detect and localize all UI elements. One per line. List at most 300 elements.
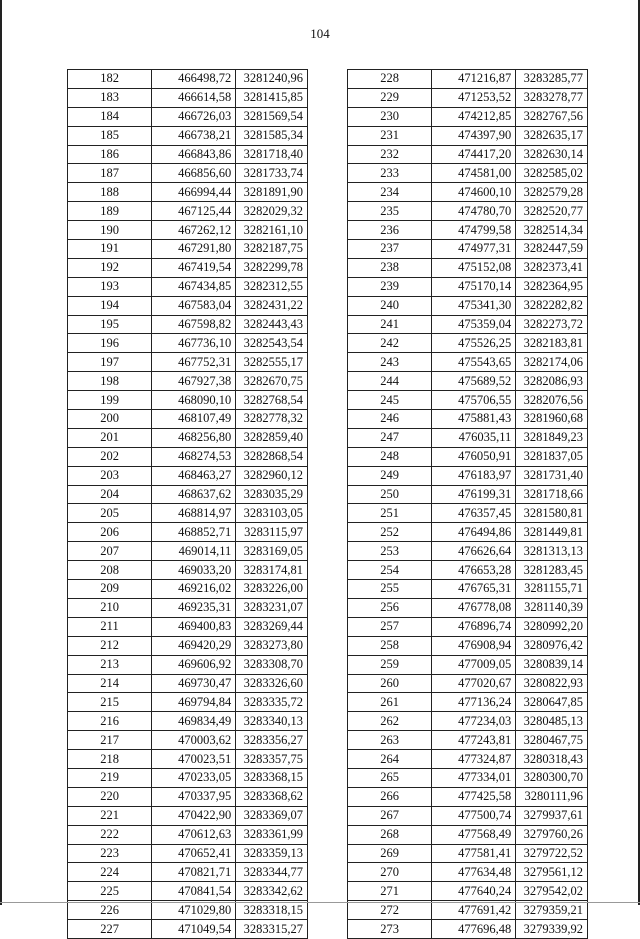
table-row — [348, 240, 588, 259]
point-number-cell: 206 — [68, 523, 152, 542]
point-number-cell: 234 — [348, 183, 432, 202]
table-row — [348, 580, 588, 599]
table-row — [68, 844, 308, 863]
x-coordinate-cell: 475689,52 — [432, 372, 516, 391]
y-coordinate-cell: 3281891,90 — [236, 183, 308, 202]
point-number-cell: 245 — [348, 391, 432, 410]
table-row — [348, 504, 588, 523]
point-number-cell: 254 — [348, 561, 432, 580]
page-border-left — [0, 0, 2, 905]
point-number-cell: 243 — [348, 353, 432, 372]
x-coordinate-cell: 477009,05 — [432, 655, 516, 674]
table-row — [348, 542, 588, 561]
x-coordinate-cell: 470233,05 — [152, 768, 236, 787]
table-row — [348, 126, 588, 145]
point-number-cell: 221 — [68, 806, 152, 825]
table-row — [348, 221, 588, 240]
table-row — [348, 334, 588, 353]
y-coordinate-cell: 3282187,75 — [236, 240, 308, 259]
table-row — [68, 296, 308, 315]
point-number-cell: 257 — [348, 617, 432, 636]
x-coordinate-cell: 469235,31 — [152, 598, 236, 617]
y-coordinate-cell: 3283357,75 — [236, 750, 308, 769]
x-coordinate-cell: 467598,82 — [152, 315, 236, 334]
y-coordinate-cell: 3283035,29 — [236, 485, 308, 504]
table-row — [68, 164, 308, 183]
y-coordinate-cell: 3281415,85 — [236, 88, 308, 107]
table-row — [348, 768, 588, 787]
x-coordinate-cell: 474581,00 — [432, 164, 516, 183]
table-row — [68, 485, 308, 504]
y-coordinate-cell: 3282778,32 — [236, 410, 308, 429]
table-row — [68, 655, 308, 674]
point-number-cell: 200 — [68, 410, 152, 429]
point-number-cell: 264 — [348, 750, 432, 769]
point-number-cell: 247 — [348, 428, 432, 447]
y-coordinate-cell: 3282431,22 — [236, 296, 308, 315]
x-coordinate-cell: 471029,80 — [152, 901, 236, 920]
y-coordinate-cell: 3283356,27 — [236, 731, 308, 750]
page-number: 104 — [310, 26, 330, 41]
point-number-cell: 233 — [348, 164, 432, 183]
table-row — [68, 183, 308, 202]
table-row — [348, 712, 588, 731]
x-coordinate-cell: 477136,24 — [432, 693, 516, 712]
y-coordinate-cell: 3282076,56 — [516, 391, 588, 410]
table-row — [348, 447, 588, 466]
x-coordinate-cell: 469014,11 — [152, 542, 236, 561]
y-coordinate-cell: 3281155,71 — [516, 580, 588, 599]
table-row — [348, 523, 588, 542]
point-number-cell: 263 — [348, 731, 432, 750]
point-number-cell: 210 — [68, 598, 152, 617]
point-number-cell: 191 — [68, 240, 152, 259]
point-number-cell: 188 — [68, 183, 152, 202]
y-coordinate-cell: 3283340,13 — [236, 712, 308, 731]
x-coordinate-cell: 475170,14 — [432, 277, 516, 296]
table-row — [348, 466, 588, 485]
x-coordinate-cell: 477243,81 — [432, 731, 516, 750]
table-row — [348, 863, 588, 882]
table-row — [348, 183, 588, 202]
x-coordinate-cell: 474799,58 — [432, 221, 516, 240]
coordinates-table-left-body — [68, 70, 308, 939]
table-row — [68, 674, 308, 693]
point-number-cell: 246 — [348, 410, 432, 429]
y-coordinate-cell: 3281449,81 — [516, 523, 588, 542]
point-number-cell: 252 — [348, 523, 432, 542]
x-coordinate-cell: 470841,54 — [152, 882, 236, 901]
x-coordinate-cell: 466856,60 — [152, 164, 236, 183]
y-coordinate-cell: 3282520,77 — [516, 202, 588, 221]
x-coordinate-cell: 475359,04 — [432, 315, 516, 334]
point-number-cell: 186 — [68, 145, 152, 164]
point-number-cell: 222 — [68, 825, 152, 844]
point-number-cell: 273 — [348, 920, 432, 939]
point-number-cell: 228 — [348, 70, 432, 89]
x-coordinate-cell: 467736,10 — [152, 334, 236, 353]
table-row — [68, 825, 308, 844]
y-coordinate-cell: 3282299,78 — [236, 258, 308, 277]
table-row — [348, 372, 588, 391]
x-coordinate-cell: 474600,10 — [432, 183, 516, 202]
table-row — [68, 221, 308, 240]
y-coordinate-cell: 3282443,43 — [236, 315, 308, 334]
table-row — [68, 542, 308, 561]
y-coordinate-cell: 3281718,40 — [236, 145, 308, 164]
table-row — [348, 107, 588, 126]
y-coordinate-cell: 3281960,68 — [516, 410, 588, 429]
point-number-cell: 236 — [348, 221, 432, 240]
x-coordinate-cell: 476050,91 — [432, 447, 516, 466]
table-row — [68, 901, 308, 920]
x-coordinate-cell: 471253,52 — [432, 88, 516, 107]
point-number-cell: 261 — [348, 693, 432, 712]
x-coordinate-cell: 466498,72 — [152, 70, 236, 89]
point-number-cell: 195 — [68, 315, 152, 334]
y-coordinate-cell: 3281849,23 — [516, 428, 588, 447]
point-number-cell: 239 — [348, 277, 432, 296]
x-coordinate-cell: 469033,20 — [152, 561, 236, 580]
table-row — [348, 428, 588, 447]
x-coordinate-cell: 467125,44 — [152, 202, 236, 221]
table-row — [68, 768, 308, 787]
y-coordinate-cell: 3281283,45 — [516, 561, 588, 580]
table-row — [348, 598, 588, 617]
point-number-cell: 183 — [68, 88, 152, 107]
table-row — [68, 750, 308, 769]
point-number-cell: 270 — [348, 863, 432, 882]
point-number-cell: 203 — [68, 466, 152, 485]
x-coordinate-cell: 477324,87 — [432, 750, 516, 769]
y-coordinate-cell: 3283115,97 — [236, 523, 308, 542]
x-coordinate-cell: 469794,84 — [152, 693, 236, 712]
x-coordinate-cell: 468274,53 — [152, 447, 236, 466]
table-row — [348, 296, 588, 315]
point-number-cell: 215 — [68, 693, 152, 712]
x-coordinate-cell: 476183,97 — [432, 466, 516, 485]
y-coordinate-cell: 3282273,72 — [516, 315, 588, 334]
point-number-cell: 219 — [68, 768, 152, 787]
table-row — [348, 920, 588, 939]
x-coordinate-cell: 475543,65 — [432, 353, 516, 372]
table-row — [348, 731, 588, 750]
y-coordinate-cell: 3281585,34 — [236, 126, 308, 145]
x-coordinate-cell: 469420,29 — [152, 636, 236, 655]
y-coordinate-cell: 3279722,52 — [516, 844, 588, 863]
y-coordinate-cell: 3282543,54 — [236, 334, 308, 353]
table-row — [348, 485, 588, 504]
x-coordinate-cell: 474417,20 — [432, 145, 516, 164]
x-coordinate-cell: 471049,54 — [152, 920, 236, 939]
y-coordinate-cell: 3283308,70 — [236, 655, 308, 674]
x-coordinate-cell: 470612,63 — [152, 825, 236, 844]
x-coordinate-cell: 469606,92 — [152, 655, 236, 674]
y-coordinate-cell: 3281313,13 — [516, 542, 588, 561]
coordinates-table-right — [347, 69, 588, 939]
y-coordinate-cell: 3283169,05 — [236, 542, 308, 561]
point-number-cell: 190 — [68, 221, 152, 240]
point-number-cell: 227 — [68, 920, 152, 939]
point-number-cell: 217 — [68, 731, 152, 750]
point-number-cell: 205 — [68, 504, 152, 523]
y-coordinate-cell: 3280318,43 — [516, 750, 588, 769]
y-coordinate-cell: 3282859,40 — [236, 428, 308, 447]
table-row — [348, 693, 588, 712]
point-number-cell: 212 — [68, 636, 152, 655]
x-coordinate-cell: 469216,02 — [152, 580, 236, 599]
table-row — [68, 447, 308, 466]
table-row — [68, 258, 308, 277]
point-number-cell: 201 — [68, 428, 152, 447]
table-row — [68, 126, 308, 145]
y-coordinate-cell: 3279561,12 — [516, 863, 588, 882]
y-coordinate-cell: 3282768,54 — [236, 391, 308, 410]
x-coordinate-cell: 476494,86 — [432, 523, 516, 542]
y-coordinate-cell: 3281733,74 — [236, 164, 308, 183]
x-coordinate-cell: 476199,31 — [432, 485, 516, 504]
x-coordinate-cell: 477691,42 — [432, 901, 516, 920]
point-number-cell: 194 — [68, 296, 152, 315]
x-coordinate-cell: 477020,67 — [432, 674, 516, 693]
point-number-cell: 182 — [68, 70, 152, 89]
point-number-cell: 235 — [348, 202, 432, 221]
table-row — [68, 466, 308, 485]
y-coordinate-cell: 3282630,14 — [516, 145, 588, 164]
page-bottom-edge — [0, 902, 640, 903]
x-coordinate-cell: 470821,71 — [152, 863, 236, 882]
y-coordinate-cell: 3283368,62 — [236, 787, 308, 806]
y-coordinate-cell: 3280992,20 — [516, 617, 588, 636]
table-row — [348, 674, 588, 693]
y-coordinate-cell: 3279339,92 — [516, 920, 588, 939]
y-coordinate-cell: 3279359,21 — [516, 901, 588, 920]
y-coordinate-cell: 3280485,13 — [516, 712, 588, 731]
x-coordinate-cell: 468090,10 — [152, 391, 236, 410]
point-number-cell: 193 — [68, 277, 152, 296]
x-coordinate-cell: 468852,71 — [152, 523, 236, 542]
table-row — [68, 580, 308, 599]
x-coordinate-cell: 467752,31 — [152, 353, 236, 372]
table-row — [68, 504, 308, 523]
table-row — [68, 598, 308, 617]
table-row — [348, 787, 588, 806]
point-number-cell: 265 — [348, 768, 432, 787]
y-coordinate-cell: 3283368,15 — [236, 768, 308, 787]
y-coordinate-cell: 3283174,81 — [236, 561, 308, 580]
point-number-cell: 226 — [68, 901, 152, 920]
table-row — [68, 277, 308, 296]
point-number-cell: 187 — [68, 164, 152, 183]
point-number-cell: 262 — [348, 712, 432, 731]
point-number-cell: 244 — [348, 372, 432, 391]
x-coordinate-cell: 477234,03 — [432, 712, 516, 731]
x-coordinate-cell: 475526,25 — [432, 334, 516, 353]
x-coordinate-cell: 466994,44 — [152, 183, 236, 202]
y-coordinate-cell: 3281837,05 — [516, 447, 588, 466]
x-coordinate-cell: 476626,64 — [432, 542, 516, 561]
table-row — [348, 277, 588, 296]
y-coordinate-cell: 3282868,54 — [236, 447, 308, 466]
table-row — [348, 655, 588, 674]
table-row — [68, 561, 308, 580]
table-row — [348, 70, 588, 89]
table-row — [68, 372, 308, 391]
y-coordinate-cell: 3281718,66 — [516, 485, 588, 504]
point-number-cell: 229 — [348, 88, 432, 107]
table-row — [348, 882, 588, 901]
point-number-cell: 209 — [68, 580, 152, 599]
table-row — [348, 88, 588, 107]
point-number-cell: 267 — [348, 806, 432, 825]
x-coordinate-cell: 467291,80 — [152, 240, 236, 259]
point-number-cell: 197 — [68, 353, 152, 372]
y-coordinate-cell: 3280111,96 — [516, 787, 588, 806]
y-coordinate-cell: 3280822,93 — [516, 674, 588, 693]
y-coordinate-cell: 3283369,07 — [236, 806, 308, 825]
x-coordinate-cell: 470023,51 — [152, 750, 236, 769]
point-number-cell: 214 — [68, 674, 152, 693]
x-coordinate-cell: 467434,85 — [152, 277, 236, 296]
x-coordinate-cell: 477568,49 — [432, 825, 516, 844]
y-coordinate-cell: 3283269,44 — [236, 617, 308, 636]
point-number-cell: 208 — [68, 561, 152, 580]
x-coordinate-cell: 468637,62 — [152, 485, 236, 504]
y-coordinate-cell: 3281569,54 — [236, 107, 308, 126]
table-row — [68, 882, 308, 901]
x-coordinate-cell: 477425,58 — [432, 787, 516, 806]
table-row — [348, 844, 588, 863]
x-coordinate-cell: 477581,41 — [432, 844, 516, 863]
y-coordinate-cell: 3283344,77 — [236, 863, 308, 882]
y-coordinate-cell: 3280976,42 — [516, 636, 588, 655]
y-coordinate-cell: 3282161,10 — [236, 221, 308, 240]
y-coordinate-cell: 3281240,96 — [236, 70, 308, 89]
point-number-cell: 248 — [348, 447, 432, 466]
y-coordinate-cell: 3283226,00 — [236, 580, 308, 599]
point-number-cell: 266 — [348, 787, 432, 806]
point-number-cell: 230 — [348, 107, 432, 126]
point-number-cell: 240 — [348, 296, 432, 315]
x-coordinate-cell: 469400,83 — [152, 617, 236, 636]
x-coordinate-cell: 471216,87 — [432, 70, 516, 89]
x-coordinate-cell: 476035,11 — [432, 428, 516, 447]
table-row — [348, 353, 588, 372]
point-number-cell: 213 — [68, 655, 152, 674]
x-coordinate-cell: 467419,54 — [152, 258, 236, 277]
table-row — [68, 202, 308, 221]
x-coordinate-cell: 476896,74 — [432, 617, 516, 636]
y-coordinate-cell: 3280467,75 — [516, 731, 588, 750]
y-coordinate-cell: 3282447,59 — [516, 240, 588, 259]
x-coordinate-cell: 468107,49 — [152, 410, 236, 429]
coordinates-table-right-body — [348, 70, 588, 939]
point-number-cell: 192 — [68, 258, 152, 277]
table-row — [348, 410, 588, 429]
table-row — [68, 107, 308, 126]
point-number-cell: 202 — [68, 447, 152, 466]
x-coordinate-cell: 466843,86 — [152, 145, 236, 164]
point-number-cell: 198 — [68, 372, 152, 391]
table-row — [68, 787, 308, 806]
x-coordinate-cell: 476765,31 — [432, 580, 516, 599]
y-coordinate-cell: 3279937,61 — [516, 806, 588, 825]
x-coordinate-cell: 466738,21 — [152, 126, 236, 145]
point-number-cell: 199 — [68, 391, 152, 410]
x-coordinate-cell: 468256,80 — [152, 428, 236, 447]
point-number-cell: 272 — [348, 901, 432, 920]
y-coordinate-cell: 3282086,93 — [516, 372, 588, 391]
x-coordinate-cell: 469730,47 — [152, 674, 236, 693]
y-coordinate-cell: 3283315,27 — [236, 920, 308, 939]
point-number-cell: 196 — [68, 334, 152, 353]
coordinates-table-left — [67, 69, 308, 939]
y-coordinate-cell: 3283342,62 — [236, 882, 308, 901]
x-coordinate-cell: 477634,48 — [432, 863, 516, 882]
y-coordinate-cell: 3282585,02 — [516, 164, 588, 183]
y-coordinate-cell: 3283326,60 — [236, 674, 308, 693]
x-coordinate-cell: 466726,03 — [152, 107, 236, 126]
point-number-cell: 251 — [348, 504, 432, 523]
y-coordinate-cell: 3283103,05 — [236, 504, 308, 523]
y-coordinate-cell: 3282312,55 — [236, 277, 308, 296]
table-row — [348, 806, 588, 825]
table-row — [348, 901, 588, 920]
x-coordinate-cell: 477640,24 — [432, 882, 516, 901]
y-coordinate-cell: 3279760,26 — [516, 825, 588, 844]
table-row — [68, 391, 308, 410]
y-coordinate-cell: 3283231,07 — [236, 598, 308, 617]
y-coordinate-cell: 3283335,72 — [236, 693, 308, 712]
x-coordinate-cell: 475152,08 — [432, 258, 516, 277]
y-coordinate-cell: 3282174,06 — [516, 353, 588, 372]
point-number-cell: 253 — [348, 542, 432, 561]
point-number-cell: 259 — [348, 655, 432, 674]
point-number-cell: 242 — [348, 334, 432, 353]
table-row — [68, 731, 308, 750]
point-number-cell: 189 — [68, 202, 152, 221]
x-coordinate-cell: 468814,97 — [152, 504, 236, 523]
table-row — [68, 353, 308, 372]
point-number-cell: 250 — [348, 485, 432, 504]
x-coordinate-cell: 474212,85 — [432, 107, 516, 126]
point-number-cell: 255 — [348, 580, 432, 599]
table-row — [348, 202, 588, 221]
point-number-cell: 238 — [348, 258, 432, 277]
y-coordinate-cell: 3282767,56 — [516, 107, 588, 126]
x-coordinate-cell: 476653,28 — [432, 561, 516, 580]
x-coordinate-cell: 467583,04 — [152, 296, 236, 315]
table-row — [68, 712, 308, 731]
table-row — [68, 617, 308, 636]
x-coordinate-cell: 468463,27 — [152, 466, 236, 485]
table-row — [68, 70, 308, 89]
y-coordinate-cell: 3282373,41 — [516, 258, 588, 277]
table-row — [68, 863, 308, 882]
point-number-cell: 241 — [348, 315, 432, 334]
point-number-cell: 237 — [348, 240, 432, 259]
x-coordinate-cell: 467927,38 — [152, 372, 236, 391]
x-coordinate-cell: 470337,95 — [152, 787, 236, 806]
x-coordinate-cell: 470003,62 — [152, 731, 236, 750]
y-coordinate-cell: 3283359,13 — [236, 844, 308, 863]
y-coordinate-cell: 3282635,17 — [516, 126, 588, 145]
point-number-cell: 256 — [348, 598, 432, 617]
y-coordinate-cell: 3282183,81 — [516, 334, 588, 353]
y-coordinate-cell: 3281731,40 — [516, 466, 588, 485]
y-coordinate-cell: 3283273,80 — [236, 636, 308, 655]
table-row — [348, 636, 588, 655]
